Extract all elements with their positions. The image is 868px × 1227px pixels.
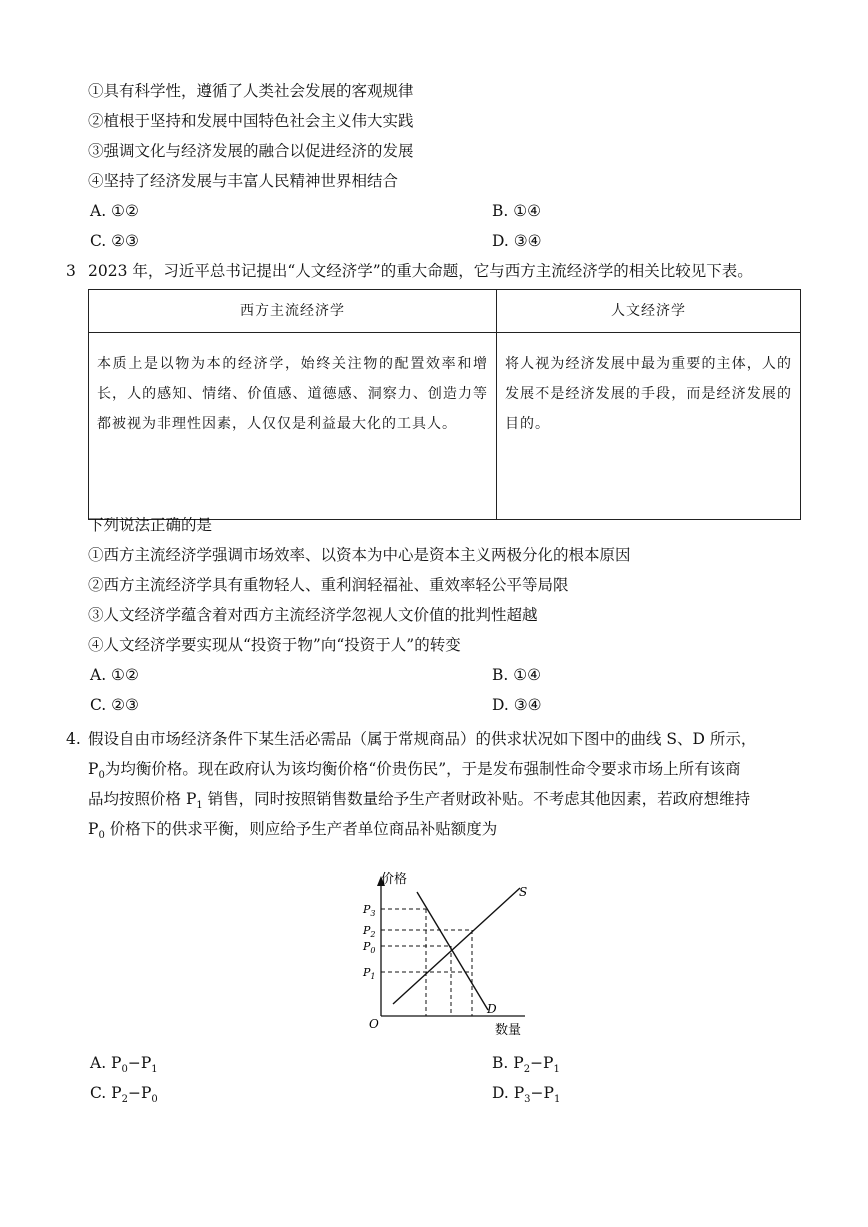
opt-d-p2: −P	[530, 1084, 554, 1102]
symbol-p: P	[185, 790, 197, 808]
table-row	[89, 333, 801, 520]
origin-label: O	[369, 1017, 379, 1031]
q2-statement-4: ④坚持了经济发展与丰富人民精神世界相结合	[88, 172, 399, 190]
table-cell-western: 本质上是以物为本的经济学，始终关注物的配置效率和增长，人的感知、情绪、价值感、道德感、洞察力、创造力等都被视为非理性因素，人仅仅是利益最大化的工具人。	[89, 333, 497, 520]
q4-stem-text-4: 价格下的供求平衡，则应给予生产者单位商品补贴额度为	[104, 820, 498, 838]
q2-option-d: D. ③④	[492, 232, 542, 250]
q3-option-b: B. ①④	[492, 666, 542, 684]
q3-option-d: D. ③④	[492, 696, 542, 714]
q4-option-a	[90, 1052, 158, 1081]
q3-statement-2: ②西方主流经济学具有重物轻人、重利润轻福祉、重效率轻公平等局限	[88, 576, 569, 594]
opt-a-p2: −P	[127, 1054, 152, 1072]
q4-stem-text-3a: 品均按照价格	[88, 790, 186, 808]
q3-option-c: C. ②③	[90, 696, 139, 714]
q4-stem-line-4	[88, 818, 497, 847]
subscript-0: 0	[98, 830, 105, 842]
subscript-1: 1	[196, 800, 203, 812]
q3-option-a: A. ①②	[90, 666, 139, 684]
subscript-0: 0	[98, 770, 105, 782]
opt-a-p1: A. P	[90, 1054, 122, 1072]
price-label-p1: $P_1$	[363, 966, 376, 981]
q2-option-b: B. ①④	[492, 202, 542, 220]
y-axis-label: 价格	[381, 872, 408, 887]
table-header-row	[89, 290, 801, 333]
symbol-p: P	[88, 760, 99, 778]
q3-statement-3: ③人文经济学蕴含着对西方主流经济学忽视人文价值的批判性超越	[88, 606, 538, 624]
price-label-p0: $P_0$	[363, 940, 376, 955]
opt-a-sub2: 1	[151, 1064, 158, 1076]
comparison-table	[88, 289, 801, 520]
opt-c-sub2: 0	[151, 1094, 158, 1106]
opt-c-sub1: 2	[121, 1094, 128, 1106]
opt-d-p1: D. P	[492, 1084, 525, 1102]
q3-number: 3	[66, 262, 76, 280]
price-label-p2: $P_2$	[363, 924, 376, 939]
opt-b-p1: B. P	[492, 1054, 524, 1072]
opt-c-p2: −P	[127, 1084, 152, 1102]
table-header-western: 西方主流经济学	[89, 290, 497, 333]
q4-option-b	[492, 1052, 560, 1081]
q3-statement-4: ④人文经济学要实现从“投资于物”向“投资于人”的转变	[88, 636, 461, 654]
q4-stem-text-3b: 销售，同时按照销售数量给予生产者财政补贴。不考虑其他因素，若政府想维持	[202, 790, 751, 808]
table-header-humanistic: 人文经济学	[497, 290, 801, 333]
q2-statement-2: ②植根于坚持和发展中国特色社会主义伟大实践	[88, 112, 414, 130]
q4-option-d	[492, 1082, 560, 1111]
q4-option-c	[90, 1082, 158, 1111]
demand-curve	[417, 892, 488, 1010]
opt-d-sub1: 3	[524, 1094, 531, 1106]
q3-statement-1: ①西方主流经济学强调市场效率、以资本为中心是资本主义两极分化的根本原因	[88, 546, 631, 564]
q4-stem-text-2: 为均衡价格。现在政府认为该均衡价格“价贵伤民”，于是发布强制性命令要求市场上所有该商	[104, 760, 741, 778]
supply-label: S	[519, 885, 528, 899]
symbol-p: P	[88, 820, 99, 838]
price-label-p3: $P_3$	[363, 903, 376, 918]
table-cell-humanistic: 将人视为经济发展中最为重要的主体，人的发展不是经济发展的手段，而是经济发展的目的。	[497, 333, 801, 520]
opt-a-sub1: 0	[121, 1064, 128, 1076]
q2-option-c: C. ②③	[90, 232, 139, 250]
opt-b-p2: −P	[530, 1054, 554, 1072]
q3-stem: 2023 年，习近平总书记提出“人文经济学”的重大命题，它与西方主流经济学的相关比较见下表。	[88, 262, 753, 280]
q4-stem-line-1: 假设自由市场经济条件下某生活必需品（属于常规商品）的供求状况如下图中的曲线 S、D 所示，	[88, 730, 757, 748]
supply-demand-graph	[355, 866, 535, 1044]
q2-option-a: A. ①②	[90, 202, 139, 220]
price-labels	[362, 903, 376, 981]
x-axis-label: 数量	[495, 1023, 522, 1038]
opt-d-sub2: 1	[553, 1094, 561, 1106]
q4-stem-line-2	[88, 758, 741, 787]
opt-b-sub1: 2	[523, 1064, 531, 1076]
q2-statement-3: ③强调文化与经济发展的融合以促进经济的发展	[88, 142, 414, 160]
demand-label: D	[487, 1002, 497, 1016]
q3-prompt: 下列说法正确的是	[88, 516, 213, 534]
q4-number: 4.	[66, 730, 81, 748]
q4-stem-line-3	[88, 788, 750, 817]
opt-b-sub2: 1	[553, 1064, 560, 1076]
guide-lines	[381, 909, 472, 1016]
opt-c-p1: C. P	[90, 1084, 122, 1102]
q2-statement-1: ①具有科学性，遵循了人类社会发展的客观规律	[88, 82, 414, 100]
